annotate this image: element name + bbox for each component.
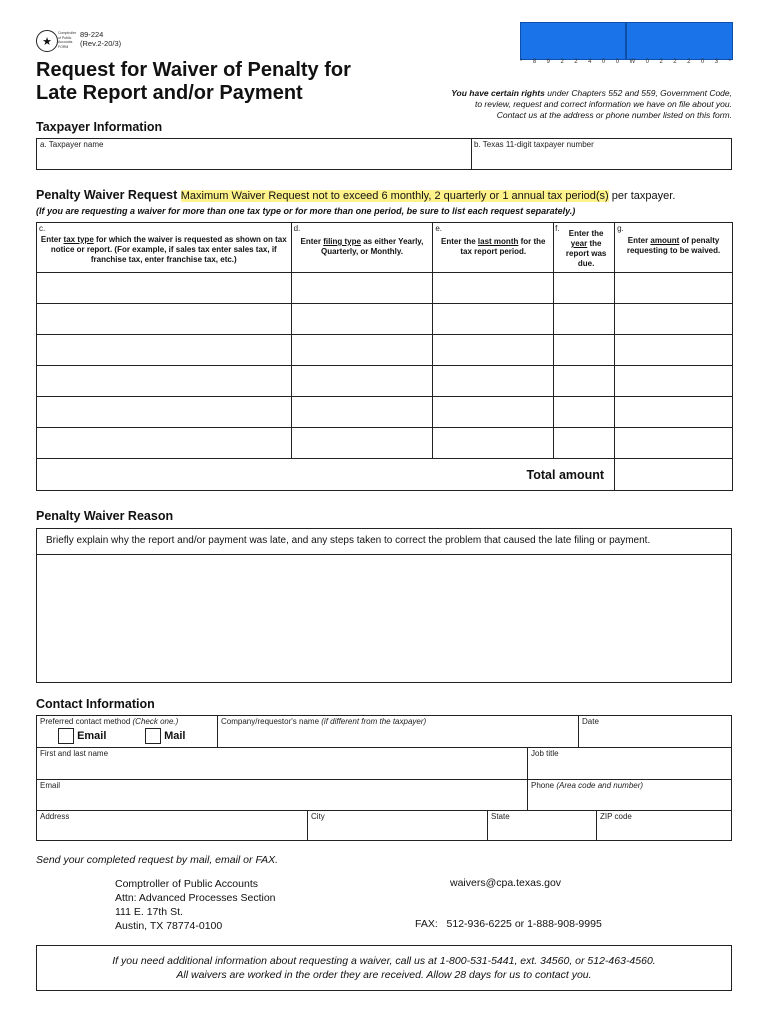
col-e-underlined: last month (477, 237, 519, 246)
col-g-underlined: amount (650, 236, 680, 245)
company-hint: (if different from the taxpayer) (321, 717, 427, 726)
col-c-pre: Enter (40, 235, 64, 244)
taxpayer-number-field[interactable] (471, 139, 731, 169)
form-revision: (Rev.2-20/3) (80, 39, 122, 48)
city-field[interactable] (308, 810, 488, 841)
barcode-digit: 2 (560, 59, 564, 65)
col-d-underlined: filing type (323, 237, 361, 246)
zip-label: ZIP code (600, 812, 632, 821)
col-e-pre: Enter the (441, 237, 478, 246)
reason-textarea[interactable] (37, 555, 731, 682)
col-d-text (293, 224, 432, 257)
form-number (80, 30, 121, 48)
contact-heading: Contact Information (36, 697, 155, 711)
amount-cell[interactable] (615, 335, 733, 366)
footer-line-1: If you need additional information about requesting a waiver, call us at 1-800-531-5441, ext. 34560, or 512-463-4560. (112, 955, 656, 967)
table-row (37, 335, 733, 366)
col-e-text (434, 224, 552, 257)
barcode-digit: 4 (588, 59, 592, 65)
barcode-digit: 2 (574, 59, 578, 65)
footer-notice (36, 945, 732, 991)
phone-label-text: Phone (531, 781, 557, 790)
year-cell[interactable] (554, 335, 615, 366)
email-checkbox[interactable] (58, 728, 74, 744)
table-row (37, 428, 733, 459)
table-row (37, 397, 733, 428)
total-amount-cell[interactable] (615, 459, 733, 491)
last-month-cell[interactable] (433, 397, 554, 428)
preferred-label-text: Preferred contact method (40, 717, 133, 726)
col-c-letter: c. (39, 224, 46, 233)
filing-type-cell[interactable] (291, 273, 433, 304)
col-d-header (291, 223, 433, 273)
tax-type-cell[interactable] (37, 273, 292, 304)
last-month-cell[interactable] (433, 273, 554, 304)
email-label: Email (40, 781, 61, 790)
state-seal-icon: ★ (36, 30, 58, 52)
taxpayer-name-label: a. Taxpayer name (40, 140, 104, 149)
barcode-digits (520, 59, 731, 65)
full-name-field[interactable] (37, 747, 528, 780)
waiver-email: waivers@cpa.texas.gov (450, 877, 562, 889)
col-g-post: of penalty requesting to be waived. (626, 236, 721, 255)
date-field[interactable] (579, 716, 731, 748)
rights-notice (380, 88, 732, 121)
city-label: City (311, 812, 325, 821)
waiver-table-header-row (37, 223, 733, 273)
state-field[interactable] (488, 810, 597, 841)
col-d-post: as either Yearly, Quarterly, or Monthly. (320, 237, 424, 256)
rights-line-1: under Chapters 552 and 559, Government Code, (544, 88, 732, 98)
col-g-letter: g. (617, 224, 624, 233)
address-label: Address (40, 812, 70, 821)
zip-field[interactable] (597, 810, 731, 841)
barcode-digit: 3 (714, 59, 719, 65)
amount-cell[interactable] (615, 366, 733, 397)
col-d-letter: d. (293, 224, 301, 233)
email-option[interactable] (58, 728, 106, 744)
col-f-letter: f. (555, 224, 560, 233)
contact-box (36, 715, 732, 841)
table-row (37, 273, 733, 304)
agency-name: Comptroller of Public Accounts FORM (58, 31, 77, 49)
filing-type-cell[interactable] (291, 335, 433, 366)
filing-type-cell[interactable] (291, 304, 433, 335)
state-label: State (491, 812, 510, 821)
barcode-digit: 9 (546, 59, 550, 65)
col-f-header (554, 223, 615, 273)
rights-bold: You have certain rights (451, 88, 545, 98)
address-field[interactable] (37, 810, 308, 841)
tax-type-cell[interactable] (37, 335, 292, 366)
last-month-cell[interactable] (433, 304, 554, 335)
waiver-heading-text: Penalty Waiver Request (36, 188, 178, 202)
amount-cell[interactable] (615, 273, 733, 304)
title-line-1: Request for Waiver of Penalty for (36, 59, 351, 81)
reason-box (36, 528, 732, 683)
rights-line-3: Contact us at the address or phone number listed on this form. (496, 110, 732, 120)
taxpayer-name-field[interactable] (36, 138, 472, 170)
amount-cell[interactable] (615, 428, 733, 459)
barcode-digit: 0 (601, 59, 606, 65)
barcode-box-right (626, 22, 733, 60)
col-f-post: the report was due. (565, 239, 607, 268)
year-cell[interactable] (554, 397, 615, 428)
year-cell[interactable] (554, 428, 615, 459)
tax-type-cell[interactable] (37, 366, 292, 397)
phone-field[interactable] (528, 779, 731, 811)
preferred-contact-cell (37, 716, 218, 748)
mail-checkbox[interactable] (145, 728, 161, 744)
form-number-value: 89-224 (80, 30, 104, 39)
total-amount-label: Total amount (37, 459, 615, 491)
col-e-post: for the tax report period. (460, 237, 546, 256)
address-line-2: Attn: Advanced Processes Section (115, 892, 276, 904)
waiver-note: (If you are requesting a waiver for more than one tax type or for more than one period, be sure to list each request separately.) (36, 206, 576, 216)
preferred-hint: (Check one.) (132, 717, 179, 726)
waiver-heading-tail: per taxpayer. (608, 190, 676, 202)
max-waiver-highlight: Maximum Waiver Request not to exceed 6 monthly, 2 quarterly or 1 annual tax period(s) (180, 190, 609, 202)
barcode-digit: * (728, 59, 731, 65)
year-cell[interactable] (554, 366, 615, 397)
filing-type-cell[interactable] (291, 366, 433, 397)
company-label-text: Company/requestor's name (221, 717, 322, 726)
barcode-digit: 2 (659, 59, 663, 65)
barcode-digit: 2 (673, 59, 677, 65)
taxpayer-box (36, 138, 732, 170)
col-f-text (555, 224, 613, 269)
job-title-label: Job title (531, 749, 559, 758)
table-row (37, 304, 733, 335)
col-g-header (615, 223, 733, 273)
company-label (218, 716, 578, 727)
barcode-digit: 0 (645, 59, 649, 65)
address-line-3: 111 E. 17th St. (115, 906, 183, 918)
email-field[interactable] (37, 779, 528, 811)
fax-number: FAX: 512-936-6225 or 1-888-908-9995 (415, 918, 602, 930)
taxpayer-heading: Taxpayer Information (36, 120, 163, 134)
mailing-address (115, 877, 276, 933)
phone-label (528, 780, 731, 791)
col-e-letter: e. (435, 224, 443, 233)
col-c-header (37, 223, 292, 273)
rights-line-2: to review, request and correct information we have on file about you. (474, 99, 732, 109)
col-d-pre: Enter (300, 237, 324, 246)
waiver-table-grid (36, 222, 733, 491)
filing-type-cell[interactable] (291, 428, 433, 459)
page-title (36, 59, 396, 105)
email-option-label: Email (77, 729, 107, 742)
col-c-text (38, 224, 290, 265)
tax-type-cell[interactable] (37, 428, 292, 459)
taxpayer-number-label: b. Texas 11-digit taxpayer number (474, 140, 594, 149)
barcode-digit: 0 (615, 59, 620, 65)
col-g-text (616, 224, 731, 256)
col-f-pre: Enter the (568, 229, 604, 238)
title-line-2: Late Report and/or Payment (36, 82, 303, 104)
reason-heading: Penalty Waiver Reason (36, 509, 174, 523)
send-note: Send your completed request by mail, email or FAX. (36, 854, 278, 866)
col-f-underlined: year (570, 239, 588, 248)
year-cell[interactable] (554, 304, 615, 335)
tax-type-cell[interactable] (37, 397, 292, 428)
preferred-contact-label (37, 716, 217, 727)
barcode-digit: 8 (532, 59, 537, 65)
amount-cell[interactable] (615, 304, 733, 335)
barcode-digit: W (629, 59, 636, 65)
last-month-cell[interactable] (433, 335, 554, 366)
mail-option-label: Mail (164, 729, 186, 742)
footer-line-2: All waivers are worked in the order they are received. Allow 28 days for us to contact you. (176, 969, 592, 981)
date-label: Date (582, 717, 599, 726)
col-c-underlined: tax type (63, 235, 94, 244)
address-line-1: Comptroller of Public Accounts (115, 878, 258, 890)
amount-cell[interactable] (615, 397, 733, 428)
mail-option[interactable] (145, 728, 185, 744)
company-field[interactable] (218, 716, 579, 748)
last-month-cell[interactable] (433, 428, 554, 459)
waiver-table (36, 222, 733, 493)
year-cell[interactable] (554, 273, 615, 304)
barcode-digit: * (520, 59, 523, 65)
table-row (37, 366, 733, 397)
barcode-digit: 0 (700, 59, 705, 65)
barcode-digit: 2 (687, 59, 691, 65)
filing-type-cell[interactable] (291, 397, 433, 428)
col-g-pre: Enter (627, 236, 651, 245)
full-name-label: First and last name (40, 749, 109, 758)
total-row (37, 459, 733, 491)
waiver-request-heading (36, 188, 675, 202)
last-month-cell[interactable] (433, 366, 554, 397)
col-c-post: for which the waiver is requested as shown on tax notice or report. (For example, if sales tax enter sales tax, if franchise tax, enter franchise tax, etc.) (50, 235, 287, 264)
address-line-4: Austin, TX 78774-0100 (115, 920, 223, 932)
job-title-field[interactable] (528, 747, 731, 780)
col-e-header (433, 223, 554, 273)
barcode-box-left (520, 22, 626, 60)
reason-instruction: Briefly explain why the report and/or payment was late, and any steps taken to correct the problem that caused the late filing or payment. (37, 529, 731, 555)
tax-type-cell[interactable] (37, 304, 292, 335)
phone-hint: (Area code and number) (556, 781, 644, 790)
